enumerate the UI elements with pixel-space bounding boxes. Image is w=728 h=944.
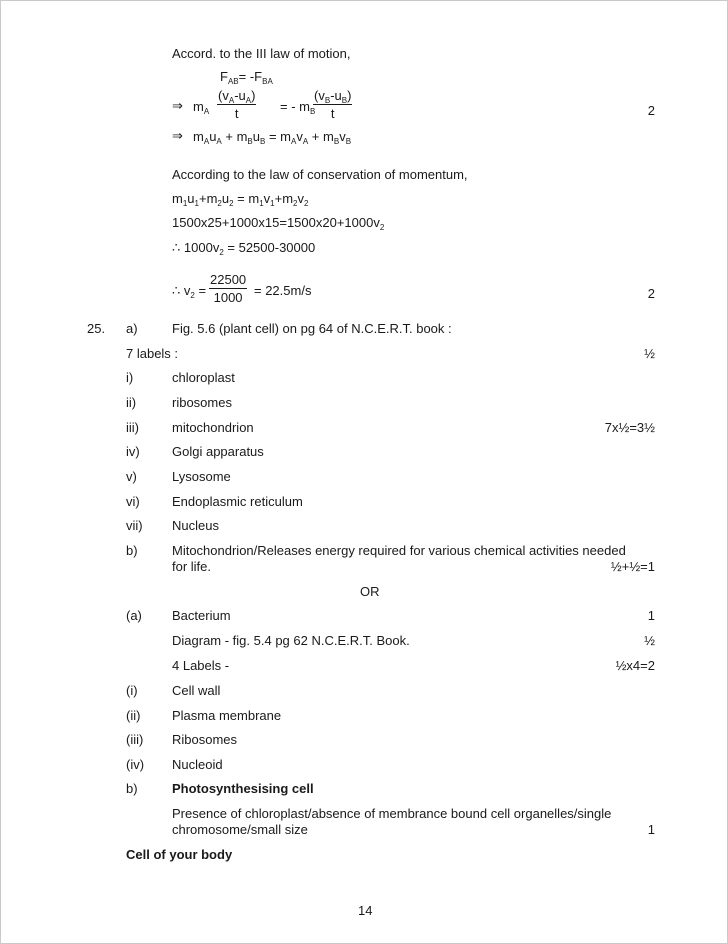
law-of-motion-line: Accord. to the III law of motion,	[172, 46, 351, 61]
page-number: 14	[358, 903, 373, 918]
mark-2-first: 2	[647, 103, 655, 118]
list-item: mitochondrion	[172, 420, 254, 435]
equation-conservation: $m_1u_1+m_2u_2 = m_1v_1+m_2v_2$	[172, 191, 309, 208]
diagram-mark: ½	[644, 633, 655, 648]
list-item: ribosomes	[172, 395, 232, 410]
list-item: Golgi apparatus	[172, 444, 264, 459]
part-a-text: Fig. 5.6 (plant cell) on pg 64 of N.C.E.R.T. book :	[172, 321, 452, 336]
therefore-v2: ∴ $v_2$ =	[172, 283, 207, 300]
list-item-number: iv)	[126, 444, 140, 459]
diagram-line: Diagram - fig. 5.4 pg 62 N.C.E.R.T. Book.	[172, 633, 410, 648]
four-labels-line: 4 Labels -	[172, 658, 230, 673]
velocity-fraction: $\frac{22500}{1000}$	[210, 272, 247, 305]
alt-list-item-number: (iv)	[126, 757, 145, 772]
footer-heading: Cell of your body	[126, 847, 233, 862]
implies-arrow-1: ⇒	[172, 98, 183, 113]
list-item-number: vi)	[126, 494, 140, 509]
part-b-line-2: for life.	[172, 559, 212, 574]
alt-list-item: Ribosomes	[172, 732, 238, 747]
items-mark: 7x½=3½	[604, 420, 655, 435]
labels-heading: 7 labels :	[126, 346, 179, 361]
four-labels-mark: ½x4=2	[615, 658, 655, 673]
equation-momentum-sum: $m_Au_A + m_Bu_B = m_Av_A + m_Bv_B$	[193, 129, 352, 146]
or-separator: OR	[360, 584, 380, 599]
list-item-number: vii)	[126, 518, 143, 533]
alt-list-item: Cell wall	[172, 683, 221, 698]
alt-part-a-label: (a)	[126, 608, 142, 623]
part-a-label: a)	[126, 321, 138, 336]
conservation-line: According to the law of conservation of momentum,	[172, 167, 468, 182]
fraction-a: $\frac{(v_A-u_A)}{t}$	[218, 88, 256, 121]
part-b-label: b)	[126, 543, 138, 558]
alt-part-b-mark: 1	[647, 822, 655, 837]
fraction-b: $\frac{(v_B-u_B)}{t}$	[314, 88, 352, 121]
equation-therefore-1: ∴ $1000v_2 = 52500-30000$	[172, 240, 316, 257]
equation-force: $F_{AB}= -F_{BA}$	[220, 69, 273, 86]
list-item: Lysosome	[172, 469, 231, 484]
alt-part-b-heading: Photosynthesising cell	[172, 781, 314, 796]
labels-mark: ½	[644, 346, 655, 361]
implies-arrow-2: ⇒	[172, 128, 183, 143]
part-b-line-1: Mitochondrion/Releases energy required for various chemical activities needed	[172, 543, 626, 558]
list-item: Endoplasmic reticulum	[172, 494, 303, 509]
alt-list-item-number: (ii)	[126, 708, 141, 723]
alt-list-item: Nucleoid	[172, 757, 223, 772]
list-item: Nucleus	[172, 518, 219, 533]
alt-part-a-mark: 1	[647, 608, 655, 623]
alt-list-item-number: (i)	[126, 683, 138, 698]
equals-minus-mass-b: = - $m_B$	[280, 99, 316, 116]
list-item-number: ii)	[126, 395, 137, 410]
mass-a: $m_A$	[193, 99, 210, 116]
list-item: chloroplast	[172, 370, 235, 385]
equation-numeric: $1500x25+1000x15=1500x20+1000v_2$	[172, 215, 385, 232]
mark-2-second: 2	[647, 286, 655, 301]
part-b-mark: ½+½=1	[610, 559, 655, 574]
alt-list-item: Plasma membrane	[172, 708, 282, 723]
list-item-number: i)	[126, 370, 134, 385]
velocity-result: = 22.5m/s	[254, 283, 312, 298]
list-item-number: iii)	[126, 420, 139, 435]
alt-part-b-line-2: chromosome/small size	[172, 822, 308, 837]
alt-list-item-number: (iii)	[126, 732, 144, 747]
alt-part-b-line-1: Presence of chloroplast/absence of membrance bound cell organelles/single	[172, 806, 612, 821]
list-item-number: v)	[126, 469, 137, 484]
alt-part-b-label: b)	[126, 781, 138, 796]
alt-part-a-text: Bacterium	[172, 608, 231, 623]
question-number: 25.	[87, 321, 106, 336]
